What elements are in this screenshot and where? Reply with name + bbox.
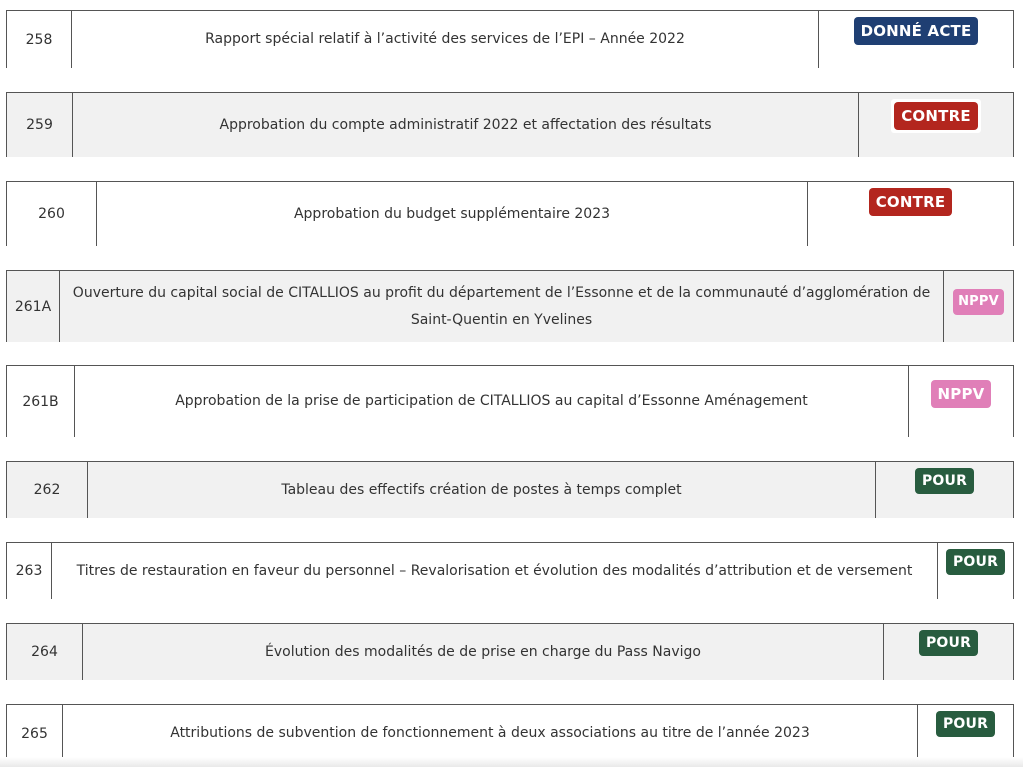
table-row xyxy=(6,270,1014,342)
vote-cell xyxy=(807,182,1013,246)
deliberation-number: 263 xyxy=(7,543,52,599)
table-row xyxy=(6,365,1014,437)
deliberation-title: Approbation du budget supplémentaire 2023 xyxy=(293,205,611,222)
deliberation-title: Ouverture du capital social de CITALLIOS au profit du département de l’Essonne et de la communauté d’agglomération de Saint-Quentin en Yvelines xyxy=(72,284,931,328)
table-row xyxy=(6,10,1014,68)
vote-badge-pour: POUR xyxy=(915,468,974,494)
vote-cell xyxy=(908,366,1013,437)
deliberation-title: Titres de restauration en faveur du personnel – Revalorisation et évolution des modalités d’attribution et de versement xyxy=(76,562,913,579)
deliberation-number: 261B xyxy=(7,366,75,437)
vote-cell xyxy=(943,271,1013,342)
deliberation-number: 259 xyxy=(7,93,73,157)
vote-badge-pour: POUR xyxy=(946,549,1005,575)
deliberation-title: Approbation du compte administratif 2022 et affectation des résultats xyxy=(219,116,712,133)
vote-badge-donne-acte: DONNÉ ACTE xyxy=(854,17,979,45)
table-row xyxy=(6,623,1014,680)
deliberation-number: 265 xyxy=(7,705,63,762)
vote-badge-contre: CONTRE xyxy=(894,102,978,130)
deliberation-title: Approbation de la prise de participation de CITALLIOS au capital d’Essonne Aménagement xyxy=(175,393,808,409)
vote-badge-pour: POUR xyxy=(936,711,995,737)
table-row xyxy=(6,704,1014,762)
vote-cell xyxy=(937,543,1013,599)
vote-cell xyxy=(883,624,1013,680)
deliberation-title: Rapport spécial relatif à l’activité des services de l’EPI – Année 2022 xyxy=(205,31,685,47)
deliberation-title: Tableau des effectifs création de postes à temps complet xyxy=(281,481,682,498)
deliberation-number: 258 xyxy=(7,11,72,68)
vote-badge-nppv: NPPV xyxy=(931,380,992,408)
table-row xyxy=(6,181,1014,246)
vote-badge-pour: POUR xyxy=(919,630,978,656)
deliberation-number: 261A xyxy=(7,271,60,342)
deliberation-number: 264 xyxy=(7,624,83,680)
table-row xyxy=(6,542,1014,599)
vote-cell xyxy=(858,93,1013,157)
vote-cell xyxy=(917,705,1013,762)
vote-cell xyxy=(818,11,1013,68)
vote-badge-contre: CONTRE xyxy=(869,188,953,216)
vote-cell xyxy=(875,462,1013,518)
scroll-fade xyxy=(0,757,1023,767)
deliberation-number: 262 xyxy=(7,462,88,518)
table-row xyxy=(6,92,1014,157)
vote-badge-nppv: NPPV xyxy=(953,289,1004,315)
vote-badge-wrapper xyxy=(891,99,981,133)
table-row xyxy=(6,461,1014,518)
deliberation-number: 260 xyxy=(7,182,97,246)
deliberation-title: Évolution des modalités de de prise en charge du Pass Navigo xyxy=(265,643,701,660)
deliberation-title: Attributions de subvention de fonctionnement à deux associations au titre de l’année 2023 xyxy=(170,725,810,741)
